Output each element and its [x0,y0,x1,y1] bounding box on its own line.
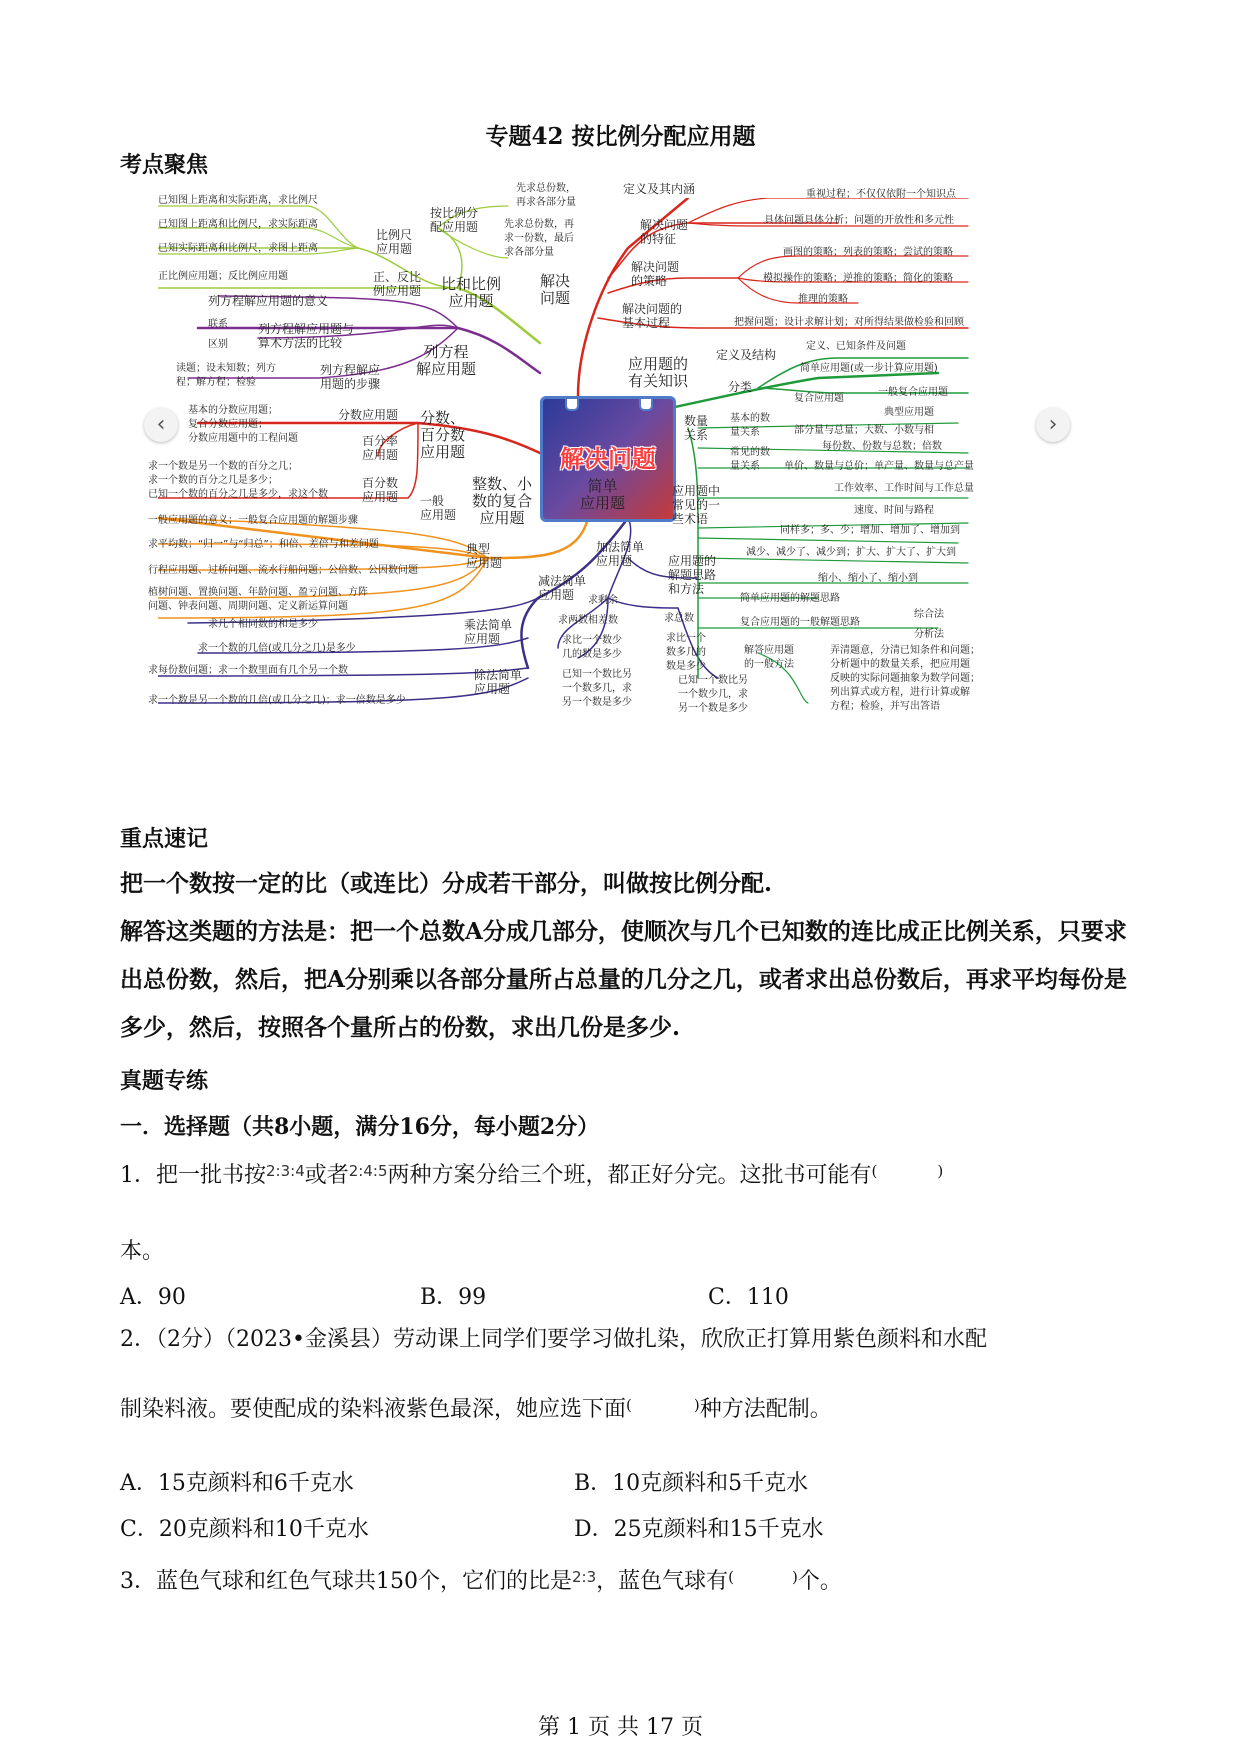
node-typical-1: 求平均数；“归一”与“归总”；和倍、差倍与和差问题 [148,539,379,550]
node-fraction-1a: 基本的分数应用题； 复合分数应用题； 分数应用题中的工程问题 [188,405,298,444]
node-quantity-2: 常见的数 量关系 [730,447,770,472]
node-terms-2: 减少、减少了、减少到；扩大、扩大了、扩大到 [746,547,956,558]
node-equation-1: 列方程解应用题的意义 [208,294,329,308]
question-2-line1: 2．（2分）（2023•金溪县）劳动课上同学们要学习做扎染，欣欣正打算用紫色颜料和水配 [120,1327,987,1352]
node-addition: 加法简单 应用题 [596,540,645,568]
q1-option-b[interactable]: B．99 [420,1285,487,1310]
node-general-1: 一般应用题的意义；一般复合应用题的解题步骤 [148,515,358,526]
question-1: 1．把一批书按$^{2:3:4}$或者$^{2:4:5}$两种方案分给三个班，都正好分完。这批书可能有( ) [120,1162,944,1188]
node-fraction-problems: 分数、 百分数 应用题 [420,409,466,461]
carousel-prev-button[interactable]: ‹ [144,408,178,442]
node-quantity-2d: 速度、时间与路程 [854,505,934,516]
node-scale-1: 已知图上距离和实际距离，求比例尺 [158,195,318,206]
node-division-1: 求每份数问题；求一个数里面有几个另一个数 [148,665,348,676]
node-proportional: 按比例分 配应用题 [430,206,479,234]
node-subtraction: 减法简单 应用题 [538,574,587,602]
node-multiplication-2: 求一个数的几倍(或几分之几)是多少 [198,643,356,654]
node-fraction-1: 分数应用题 [338,408,399,422]
ratio-b: 2:4:5 [348,1162,388,1180]
node-general: 一般 应用题 [420,494,457,522]
node-strategy-3: 推理的策略 [798,294,848,305]
node-structure: 定义及结构 [716,348,777,362]
node-process: 解决问题的 基本过程 [622,302,683,330]
node-quantity-2c: 工作效率、工作时间与工作总量 [834,483,974,494]
node-quantity-1a: 部分量与总量；大数、小数与相 [794,425,934,436]
node-scale-2: 已知图上距离和比例尺，求实际距离 [158,219,318,230]
node-typical-2: 行程应用题、过桥问题、流水行船问题；公倍数、公因数问题 [148,565,418,576]
node-fraction-2: 百分率 应用题 [362,434,399,462]
q2-option-d[interactable]: D．25克颜料和15千克水 [574,1517,824,1542]
node-equation-2b: 区别 [208,339,228,350]
node-strategy: 解决问题 的策略 [631,260,680,288]
node-ratio-problems: 比和比例 应用题 [441,275,502,310]
node-approach-1: 简单应用题的解题思路 [740,593,840,604]
node-structure-1: 定义、已知条件及问题 [806,341,906,352]
node-equation-2: 列方程解应用题与 算术方法的比较 [258,322,355,350]
node-terms: 应用题中 常见的一 些术语 [672,484,721,526]
node-terms-1: 同样多；多、少；增加、增加了、增加到 [780,525,960,536]
node-approach-2: 复合应用题的一般解题思路 [740,617,860,628]
center-label: 解决问题 [560,445,656,473]
node-quantity-2b: 单价、数量与总价；单产量、数量与总产量 [784,461,974,472]
page-title: 专题42 按比例分配应用题 [485,123,756,150]
node-terms-3: 缩小、缩小了、缩小到 [818,573,918,584]
node-equation-problems: 列方程 解应用题 [416,343,477,378]
node-approach-2a: 综合法 [914,609,944,620]
node-quantity-1: 基本的数 量关系 [730,413,770,438]
node-addition-2: 求比一个 数多几的 数是多少 [666,633,706,672]
node-direct-inverse-1: 正比例应用题；反比例应用题 [158,271,288,282]
node-typical: 典型 应用题 [466,542,503,570]
node-category-2a: 一般复合应用题 [878,387,948,398]
node-quantity-2a: 每份数、份数与总数；倍数 [822,441,942,452]
node-strategy-2: 模拟操作的策略；逆推的策略；简化的策略 [763,273,953,284]
q2-option-a[interactable]: A．15克颜料和6千克水 [120,1471,354,1496]
node-fraction-3a: 求一个数是另一个数的百分之几； 求一个数的百分之几是多少； 已知一个数的百分之几是多少，求这个数 [148,461,328,500]
node-definition: 定义及其内涵 [623,182,696,196]
node-subtraction-4: 已知一个数比另 一个数多几，求 另一个数是多少 [562,669,632,708]
node-subtraction-1: 求剩余 [588,595,618,606]
node-equation-2a: 联系 [208,319,228,330]
question-1-cont: 本。 [120,1239,165,1264]
q2-option-c[interactable]: C．20克颜料和10千克水 [120,1517,369,1542]
node-quantity: 数量 关系 [684,414,709,442]
node-process-1: 把握问题；设计求解计划；对所得结果做检验和回顾 [734,317,964,328]
choice-section-heading: 一．选择题（共8小题，满分16分，每小题2分） [120,1114,600,1140]
node-subtraction-3: 求比一个数少 几的数是多少 [562,635,622,660]
q1-option-a[interactable]: A．90 [120,1285,186,1310]
node-proportional-2: 先求总份数，再 求一份数，最后 求各部分量 [504,219,574,258]
node-direct-inverse: 正、反比 例应用题 [373,270,422,298]
node-simple-problems: 简单 应用题 [580,477,626,512]
node-proportional-1: 先求总份数， 再求各部分量 [516,183,576,208]
node-equation-3a: 读题；设未知数；列方 程；解方程；检验 [176,363,276,388]
node-category-2: 复合应用题 [794,393,844,404]
mind-map [148,182,1088,818]
node-addition-1: 求总数 [664,613,694,624]
q2-option-b[interactable]: B．10克颜料和5千克水 [574,1471,809,1496]
node-solve-problems: 解决 问题 [540,272,571,307]
node-multiplication: 乘法简单 应用题 [464,618,513,646]
ratio: 2:3 [572,1568,597,1586]
node-addition-3: 已知一个数比另 一个数少几，求 另一个数是多少 [678,675,748,714]
node-typical-3: 植树问题、置换问题、年龄问题、盈亏问题、方阵 问题、钟表问题、周期问题、定义新运算问题 [148,587,368,612]
carousel-next-button[interactable]: › [1036,408,1070,442]
node-feature-1: 重视过程；不仅仅依附一个知识点 [806,189,956,200]
ratio-a: 2:3:4 [266,1162,305,1180]
node-equation-3: 列方程解应 用题的步骤 [320,363,381,391]
section-practice-heading: 真题专练 [120,1068,209,1094]
section-focus-heading: 考点聚焦 [120,152,209,178]
node-compound-problems: 整数、小 数的复合 应用题 [472,475,533,527]
node-division-2: 求一个数是另一个数的几倍(或几分之几)；求一倍数是多少 [148,695,406,706]
node-scale-3: 已知实际距离和比例尺，求图上距离 [158,243,318,254]
node-multiplication-1: 求几个相同数的和是多少 [208,619,318,630]
node-division: 除法简单 应用题 [474,668,523,696]
node-approach-2b: 分析法 [914,629,944,640]
node-category-2b: 典型应用题 [884,407,934,418]
node-approach-3a: 弄清题意，分清已知条件和问题； 分析题中的数量关系，把应用题 反映的实际问题抽象为数学问题； 列出算式或方程，进行计算或解 方程；检验，并写出答语 [830,645,980,712]
memory-paragraph-2: 解答这类题的方法是：把一个总数A分成几部分，使顺次与几个已知数的连比成正比例关系，只要求出总份数，然后，把A分别乘以各部分量所占总量的几分之几，或者求出总份数后，再求平均每份是多少，然后，按照各个量所占的份数，求出几份是多少. [120,918,1127,1041]
node-subtraction-2: 求两数相差数 [558,615,618,626]
section-memory-heading: 重点速记 [120,826,209,852]
node-feature: 解决问题 的特征 [640,218,689,246]
page-footer: 第 1 页 共 17 页 [538,1715,703,1740]
node-knowledge: 应用题的 有关知识 [628,355,689,390]
node-scale: 比例尺 应用题 [376,228,413,256]
node-approach-3: 解答应用题 的一般方法 [744,645,794,670]
node-strategy-1: 画图的策略；列表的策略；尝试的策略 [783,247,953,258]
question-3: 3．蓝色气球和红色气球共150个，它们的比是$^{2:3}$，蓝色气球有( )个。 [120,1568,842,1594]
node-feature-2: 具体问题具体分析；问题的开放性和多元性 [764,215,954,226]
node-category-1: 简单应用题(或一步计算应用题) [800,363,938,374]
node-approach: 应用题的 解题思路 和方法 [668,554,717,596]
node-category: 分类 [728,380,753,394]
q1-option-c[interactable]: C．110 [708,1285,789,1310]
node-fraction-3: 百分数 应用题 [362,476,399,504]
question-2-line2: 制染料液。要使配成的染料液紫色最深，她应选下面( )种方法配制。 [120,1396,832,1422]
memory-paragraph-1: 把一个数按一定的比（或连比）分成若干部分，叫做按比例分配. [120,870,773,897]
